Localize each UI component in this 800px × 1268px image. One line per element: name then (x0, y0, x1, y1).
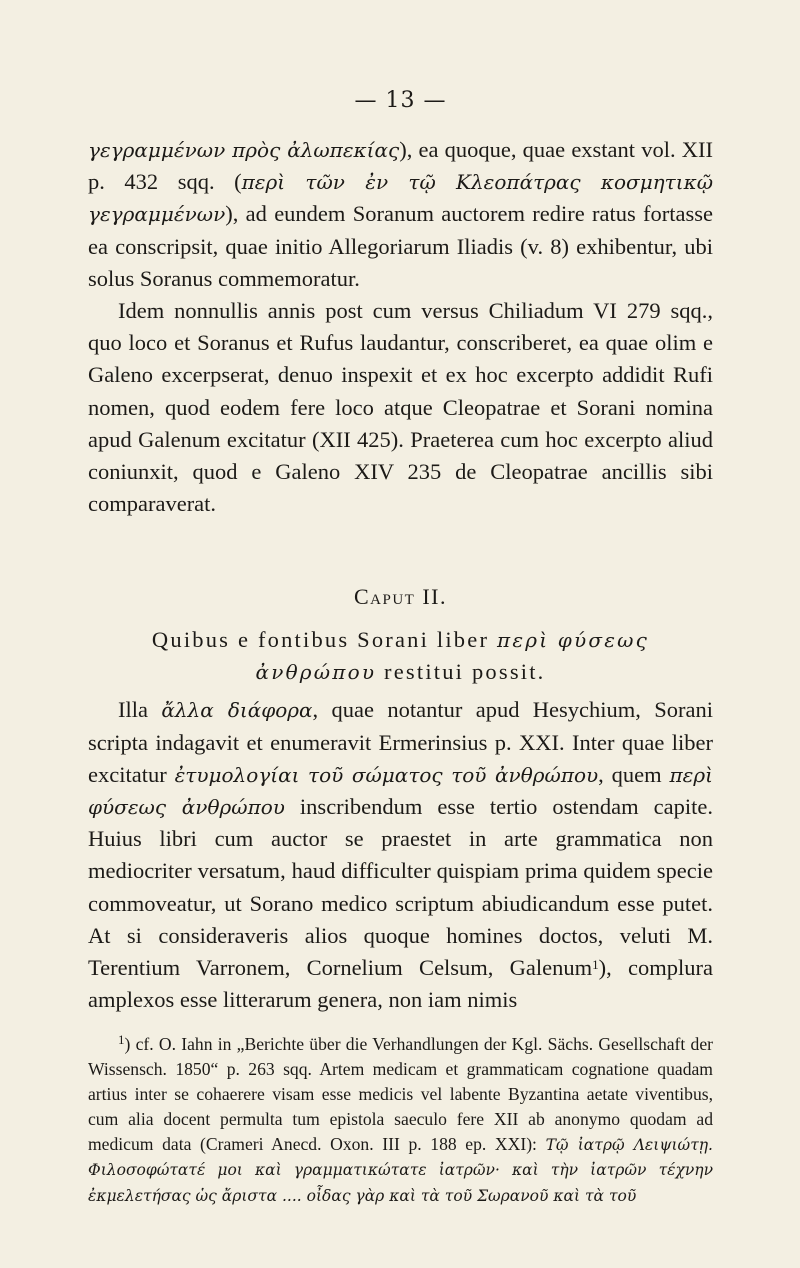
page-number: — 13 — (354, 88, 447, 113)
paragraph (88, 694, 713, 1016)
paragraph (88, 295, 713, 520)
greek-text: ἐτυμολογίαι τοῦ σώματος τοῦ ἀνθρώπου (174, 762, 599, 787)
latin-text: , quae notantur apud Hesychium, Sorani scripta indagavit et enumeravit Ermerinsius p. XXI. Inter quae liber excitatur (88, 697, 714, 787)
subtitle-greek: ἀνθρώπου (255, 660, 377, 685)
greek-text: περὶ φύσεως ἀνθρώπου (88, 762, 713, 820)
footnote-paragraph (88, 1032, 713, 1209)
latin-text: Illa (118, 697, 162, 723)
latin-text: Idem nonnullis annis post cum versus Chiliadum VI 279 sqq., quo loco et Soranus et Rufus laudantur, conscriberet, ea quae olim e Galeno excerpserat, denuo inspexit et ex hoc excerpto addidit Rufi nomen, quod eodem fere loco atque Cleopatrae et Sorani nomina apud Galenum excitatur (XII 425). Praeterea cum hoc excerpto aliud coniunxit, quod e Galeno XIV 235 de Cleopatrae ancillis sibi comparaverat. (88, 298, 713, 517)
chapter-heading: Caput II. (354, 584, 447, 610)
subtitle-greek: περὶ φύσεως (496, 628, 650, 653)
footnote-number: 1 (118, 1032, 125, 1048)
greek-text: περὶ τῶν ἐν τῷ Κλεοπάτρας κοσμητικῷ γεγραμμένων (88, 170, 713, 227)
body-text-top (88, 134, 713, 520)
greek-text: γεγραμμένων πρὸς ἀλωπεκίας (88, 138, 400, 162)
subtitle-latin: Quibus e fontibus Sorani liber (151, 627, 497, 653)
latin-text: ), ad eundem Soranum auctorem redire ratus fortasse ea conscripsit, quae initio Allegoriarum Iliadis (v. 8) exhibentur, ubi solus Soranus commemoratur. (88, 201, 713, 291)
footnote-text: ) cf. O. Iahn in „Berichte über die Verhandlungen der Kgl. Sächs. Gesellschaft der Wissensch. 1850“ p. 263 sqq. Artem medicam et grammaticam cognatione quadam artius inter se cohaerere visam esse medicis vel labente Byzantina aetate viventibus, cum alia docent permulta tum epistola saeculo fere XII ab anonymo quodam ad medicum data (Crameri Anecd. Oxon. III p. 188 ep. XXI): (88, 1034, 713, 1154)
body-text-bottom (88, 694, 713, 1016)
footnote (88, 1032, 713, 1209)
latin-text: , quem (598, 761, 670, 787)
paragraph (88, 134, 713, 295)
greek-text: ἄλλα διάφορα (161, 698, 313, 723)
chapter-subtitle (88, 624, 713, 688)
footnote-marker: 1 (592, 957, 599, 973)
subtitle-latin: restitui possit. (376, 659, 546, 685)
latin-text: ), ea quoque, quae exstant vol. XII p. 432 sqq. ( (88, 137, 713, 195)
page (88, 86, 713, 1209)
footnote-greek: Τῷ ἰατρῷ Λειψιώτῃ. Φιλοσοφώτατέ μοι καὶ γραμματικώτατε ἰατρῶν· καὶ τὴν ἰατρῶν τέχνην ἐκμελετήσας ὡς ἄριστα .... οἶδας γὰρ καὶ τὰ τοῦ Σωρανοῦ καὶ τὰ τοῦ (88, 1135, 713, 1206)
latin-text: inscribendum esse tertio ostendam capite. Huius libri cum auctor se praestet in arte grammatica non mediocriter versatum, haud difficulter quispiam prima quidem specie commoveatur, ut Sorano medico scriptum abiudicandum esse putet. At si consideraveris alios quoque homines doctos, veluti M. Terentium Varronem, Cornelium Celsum, Galenum (88, 794, 713, 981)
latin-text: ), complura amplexos esse litterarum genera, non iam nimis (88, 955, 713, 1013)
